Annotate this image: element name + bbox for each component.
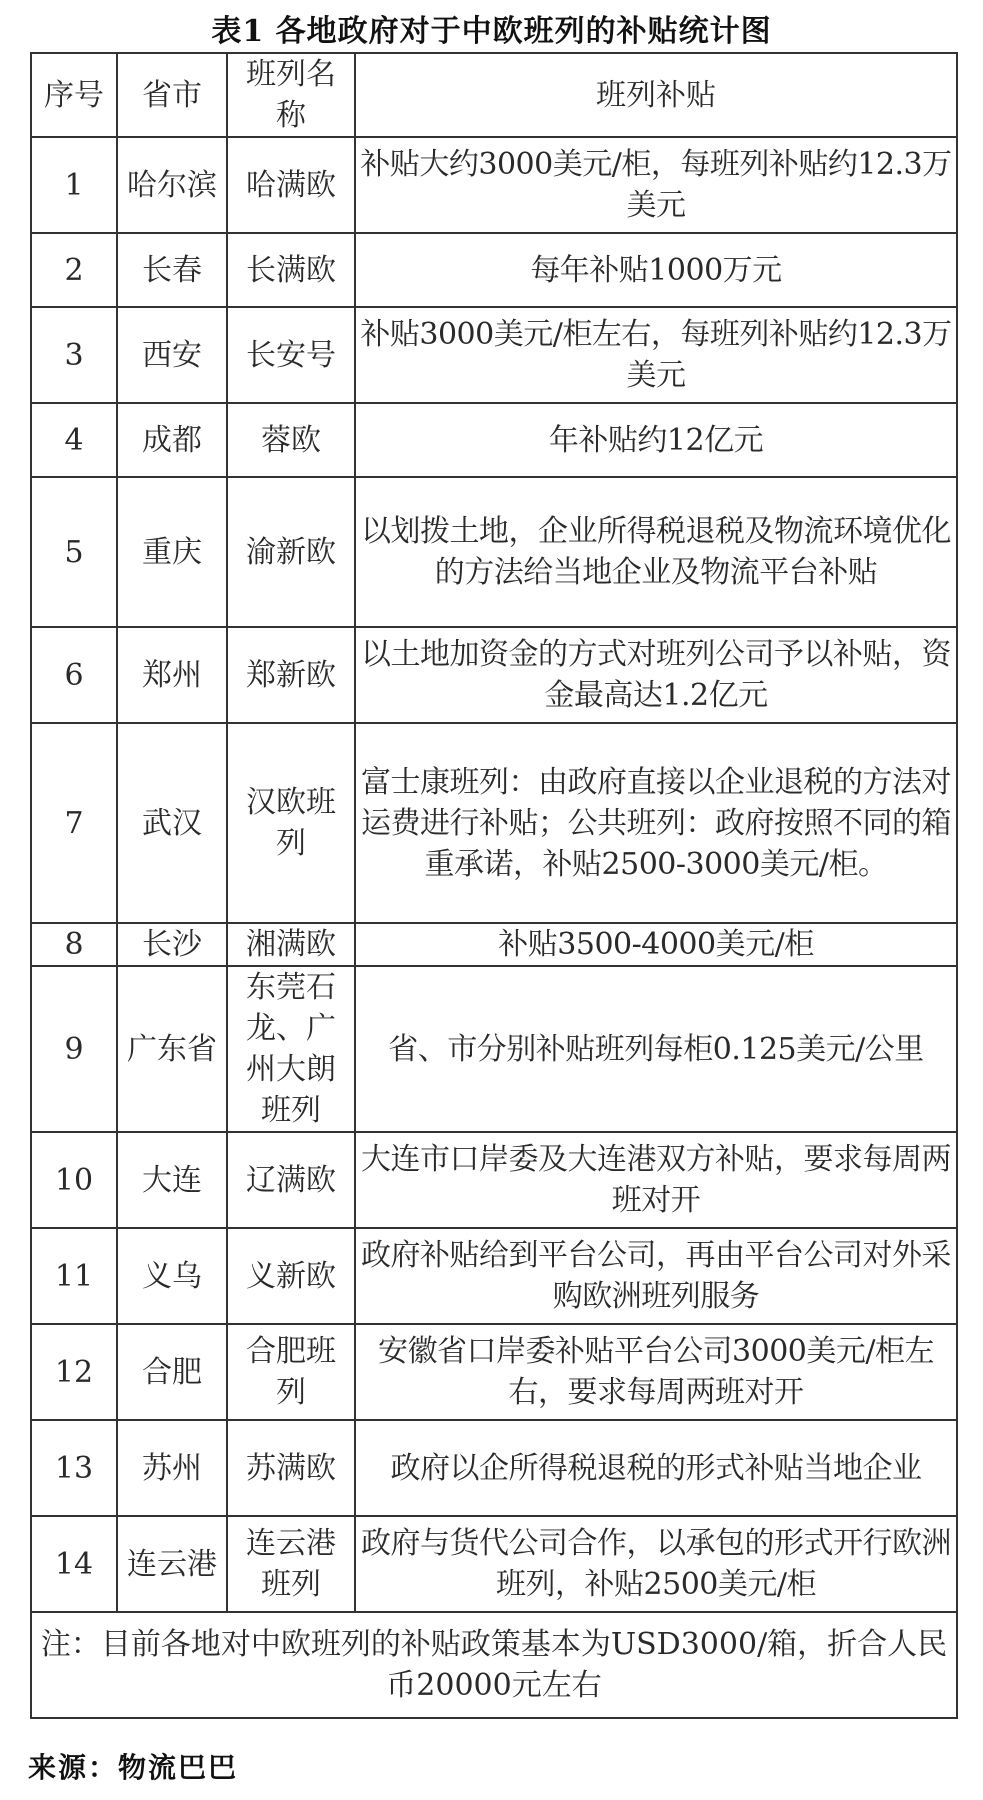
row-no: 5 — [31, 477, 117, 627]
row-subsidy: 安徽省口岸委补贴平台公司3000美元/柜左右，要求每周两班对开 — [355, 1324, 957, 1420]
row-train: 义新欧 — [227, 1228, 355, 1324]
row-train: 蓉欧 — [227, 403, 355, 477]
row-subsidy: 每年补贴1000万元 — [355, 233, 957, 307]
row-no: 7 — [31, 723, 117, 923]
row-train: 郑新欧 — [227, 627, 355, 723]
subsidy-table — [30, 52, 958, 1719]
header-city: 省市 — [117, 53, 227, 137]
row-subsidy: 政府与货代公司合作，以承包的形式开行欧洲班列，补贴2500美元/柜 — [355, 1516, 957, 1612]
row-city: 大连 — [117, 1132, 227, 1228]
row-no: 3 — [31, 307, 117, 403]
table-row — [31, 966, 957, 1132]
table-title: 表1 各地政府对于中欧班列的补贴统计图 — [211, 14, 772, 49]
table-row — [31, 1420, 957, 1516]
table-row — [31, 1516, 957, 1612]
table-row — [31, 627, 957, 723]
row-train: 连云港班列 — [227, 1516, 355, 1612]
row-city: 西安 — [117, 307, 227, 403]
row-city: 义乌 — [117, 1228, 227, 1324]
row-no: 11 — [31, 1228, 117, 1324]
table-row — [31, 403, 957, 477]
table-row — [31, 233, 957, 307]
source-caption: 来源：物流巴巴 — [28, 1751, 239, 1784]
header-train: 班列名称 — [227, 53, 355, 137]
row-train: 长满欧 — [227, 233, 355, 307]
table-row — [31, 477, 957, 627]
row-no: 13 — [31, 1420, 117, 1516]
row-train: 苏满欧 — [227, 1420, 355, 1516]
row-subsidy: 大连市口岸委及大连港双方补贴，要求每周两班对开 — [355, 1132, 957, 1228]
row-no: 6 — [31, 627, 117, 723]
row-subsidy: 以划拨土地，企业所得税退税及物流环境优化的方法给当地企业及物流平台补贴 — [355, 477, 957, 627]
table-row — [31, 1132, 957, 1228]
row-subsidy: 以土地加资金的方式对班列公司予以补贴，资金最高达1.2亿元 — [355, 627, 957, 723]
table-note: 注：目前各地对中欧班列的补贴政策基本为USD3000/箱，折合人民币20000元左右 — [31, 1612, 957, 1718]
row-no: 9 — [31, 966, 117, 1132]
row-city: 苏州 — [117, 1420, 227, 1516]
row-city: 重庆 — [117, 477, 227, 627]
row-train: 哈满欧 — [227, 137, 355, 233]
row-city: 长沙 — [117, 923, 227, 966]
row-subsidy: 补贴3500-4000美元/柜 — [355, 923, 957, 966]
row-city: 连云港 — [117, 1516, 227, 1612]
row-no: 4 — [31, 403, 117, 477]
row-train: 合肥班列 — [227, 1324, 355, 1420]
row-subsidy: 政府以企所得税退税的形式补贴当地企业 — [355, 1420, 957, 1516]
row-no: 1 — [31, 137, 117, 233]
row-city: 哈尔滨 — [117, 137, 227, 233]
row-city: 广东省 — [117, 966, 227, 1132]
row-no: 10 — [31, 1132, 117, 1228]
row-train: 渝新欧 — [227, 477, 355, 627]
row-train: 长安号 — [227, 307, 355, 403]
row-subsidy: 年补贴约12亿元 — [355, 403, 957, 477]
row-no: 2 — [31, 233, 117, 307]
table-row — [31, 307, 957, 403]
table-row — [31, 723, 957, 923]
table-row — [31, 1324, 957, 1420]
row-no: 12 — [31, 1324, 117, 1420]
row-train: 辽满欧 — [227, 1132, 355, 1228]
table-row — [31, 1228, 957, 1324]
header-no: 序号 — [31, 53, 117, 137]
row-subsidy: 补贴3000美元/柜左右，每班列补贴约12.3万美元 — [355, 307, 957, 403]
row-subsidy: 政府补贴给到平台公司，再由平台公司对外采购欧洲班列服务 — [355, 1228, 957, 1324]
table-row — [31, 923, 957, 966]
row-train: 汉欧班列 — [227, 723, 355, 923]
row-subsidy: 省、市分别补贴班列每柜0.125美元/公里 — [355, 966, 957, 1132]
row-train: 东莞石龙、广州大朗班列 — [227, 966, 355, 1132]
row-city: 合肥 — [117, 1324, 227, 1420]
table-row — [31, 137, 957, 233]
row-train: 湘满欧 — [227, 923, 355, 966]
row-subsidy: 富士康班列：由政府直接以企业退税的方法对运费进行补贴；公共班列：政府按照不同的箱重承诺，补贴2500-3000美元/柜。 — [355, 723, 957, 923]
row-subsidy: 补贴大约3000美元/柜，每班列补贴约12.3万美元 — [355, 137, 957, 233]
note-row — [31, 1612, 957, 1718]
row-city: 武汉 — [117, 723, 227, 923]
row-city: 长春 — [117, 233, 227, 307]
header-row — [31, 53, 957, 137]
row-city: 成都 — [117, 403, 227, 477]
row-no: 8 — [31, 923, 117, 966]
row-no: 14 — [31, 1516, 117, 1612]
header-subsidy: 班列补贴 — [355, 53, 957, 137]
row-city: 郑州 — [117, 627, 227, 723]
